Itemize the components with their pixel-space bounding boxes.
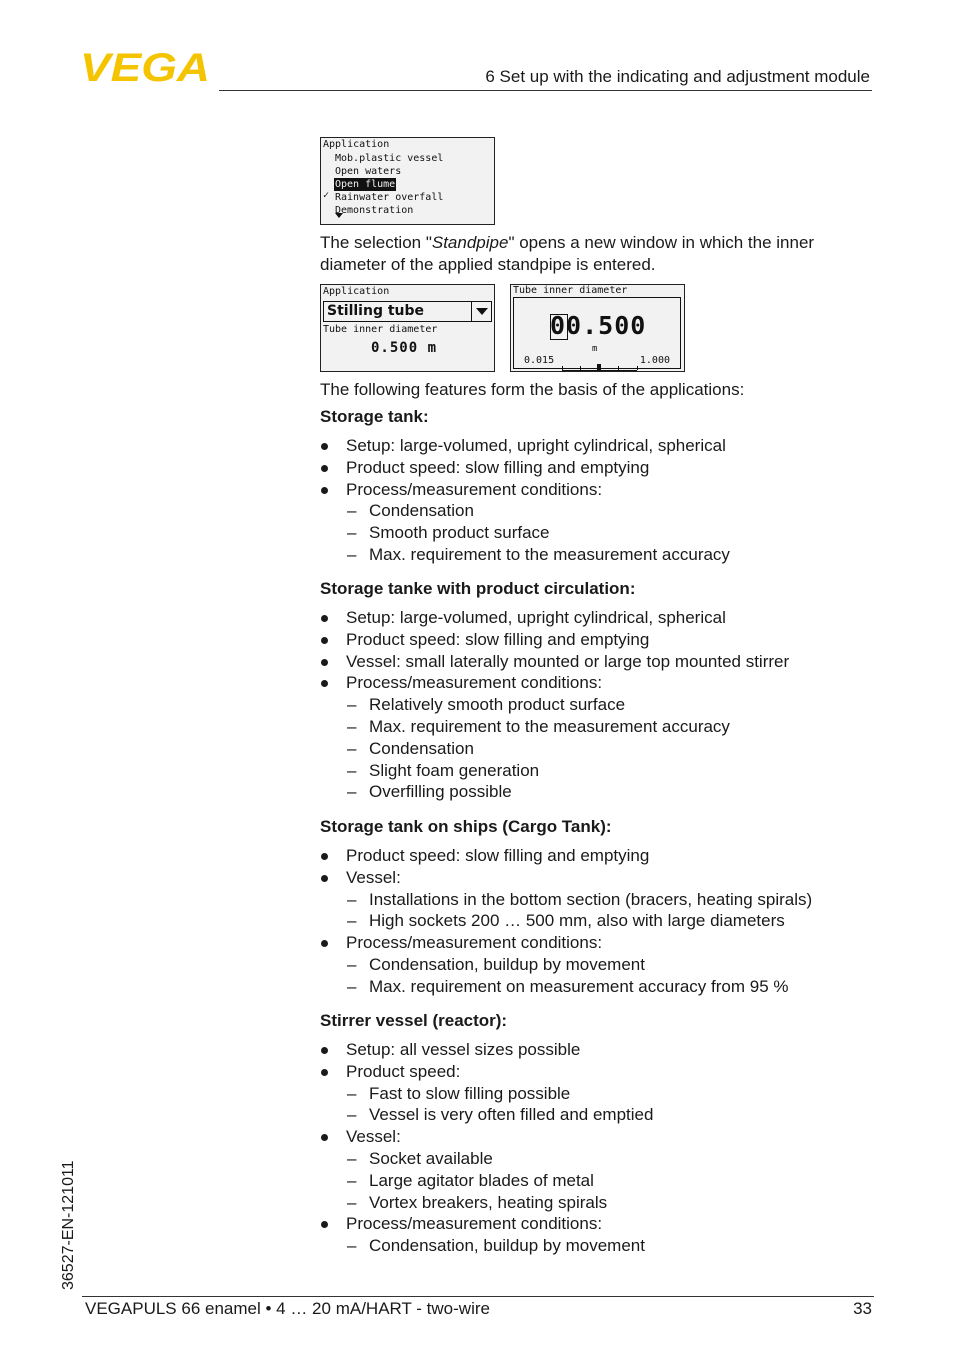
list-item[interactable]: Rainwater overfall	[335, 192, 444, 203]
scale-tick	[637, 366, 638, 370]
list-item: Product speed: slow filling and emptying	[320, 629, 789, 651]
application-list	[334, 152, 444, 217]
footer-divider	[82, 1296, 874, 1297]
sub-list-item: – Condensation, buildup by movement	[320, 1235, 653, 1257]
document-code: 36527-EN-121011	[60, 1160, 77, 1290]
heading-ships: Storage tank on ships (Cargo Tank):	[320, 817, 612, 836]
svg-text:VEGA: VEGA	[80, 50, 210, 84]
list-item: Setup: all vessel sizes possible	[320, 1039, 653, 1061]
scroll-down-icon[interactable]	[335, 213, 343, 218]
screen-title: Tube inner diameter	[513, 285, 628, 296]
sub-list-item: – Condensation	[320, 738, 789, 760]
chapter-title: 6 Set up with the indicating and adjustment module	[485, 67, 870, 86]
sub-list-item: – Relatively smooth product surface	[320, 694, 789, 716]
heading-storage-tank: Storage tank:	[320, 407, 429, 426]
list-item: Setup: large-volumed, upright cylindrical, spherical	[320, 435, 730, 457]
list-item: Setup: large-volumed, upright cylindrical, spherical	[320, 607, 789, 629]
unit-label: m	[592, 344, 598, 354]
range-max: 1.000	[639, 355, 670, 366]
list-storage-tank	[320, 435, 730, 566]
list-item-selected[interactable]: Open flume	[335, 179, 396, 190]
scale-tick	[580, 366, 581, 370]
sub-list-item: – Max. requirement to the measurement accuracy	[320, 716, 789, 738]
editor-frame	[513, 297, 681, 369]
range-min: 0.015	[524, 355, 555, 366]
sub-list-item: – Overfilling possible	[320, 781, 789, 803]
list-item: Product speed:	[320, 1061, 653, 1083]
sub-list-item: – Condensation	[320, 500, 730, 522]
list-item: Vessel: small laterally mounted or large top mounted stirrer	[320, 651, 789, 673]
range-scale	[562, 370, 637, 371]
screen-title: Application	[323, 139, 390, 150]
list-item: Product speed: slow filling and emptying	[320, 845, 812, 867]
sub-list-item: – Installations in the bottom section (bracers, heating spirals)	[320, 889, 812, 911]
field-value: 0.500 m	[371, 340, 438, 356]
sub-list-item: – Slight foam generation	[320, 760, 789, 782]
scale-tick	[618, 366, 619, 370]
page-number: 33	[853, 1299, 872, 1318]
select-value: Stilling tube	[327, 303, 425, 319]
display-tube-diameter-editor	[510, 284, 685, 372]
display-application-stilling-tube	[320, 284, 495, 372]
sub-list-item: – Vortex breakers, heating spirals	[320, 1192, 653, 1214]
list-stirrer	[320, 1039, 653, 1257]
scale-tick	[562, 366, 563, 370]
scale-indicator	[597, 364, 601, 370]
sub-list-item: – Large agitator blades of metal	[320, 1170, 653, 1192]
sub-list-item: – Vessel is very often filled and emptied	[320, 1104, 653, 1126]
list-item: Process/measurement conditions:	[320, 479, 730, 501]
list-item[interactable]: Mob.plastic vessel	[335, 153, 444, 164]
list-item: Process/measurement conditions:	[320, 1213, 653, 1235]
list-item: Vessel:	[320, 867, 812, 889]
sub-list-item: – Fast to slow filling possible	[320, 1083, 653, 1105]
checkmark-icon: ✓	[323, 190, 330, 201]
screen-title: Application	[323, 286, 390, 297]
heading-circulation: Storage tanke with product circulation:	[320, 579, 636, 598]
sub-list-item: – Max. requirement on measurement accuracy from 95 %	[320, 976, 812, 998]
features-intro: The following features form the basis of the applications:	[320, 380, 745, 399]
sub-list-item: – Max. requirement to the measurement accuracy	[320, 544, 730, 566]
list-item[interactable]: Demonstration	[335, 205, 414, 216]
sub-list-item: – Smooth product surface	[320, 522, 730, 544]
field-label: Tube inner diameter	[323, 324, 438, 335]
list-item[interactable]: Open waters	[335, 166, 402, 177]
list-item: Product speed: slow filling and emptying	[320, 457, 730, 479]
sub-list-item: – Condensation, buildup by movement	[320, 954, 812, 976]
list-circulation	[320, 607, 789, 803]
sub-list-item: – High sockets 200 … 500 mm, also with large diameters	[320, 910, 812, 932]
edit-cursor	[550, 314, 568, 340]
chevron-down-icon	[476, 308, 488, 315]
application-select[interactable]	[323, 301, 492, 322]
sub-list-item: – Socket available	[320, 1148, 653, 1170]
list-ships	[320, 845, 812, 998]
intro-paragraph: The selection "Standpipe" opens a new window in which the inner diameter of the applied standpipe is entered.	[320, 233, 815, 274]
heading-stirrer: Stirrer vessel (reactor):	[320, 1011, 508, 1030]
vega-logo	[80, 50, 212, 84]
diameter-value-input[interactable]: 00.500	[550, 311, 647, 340]
display-application-list	[320, 137, 495, 225]
select-button[interactable]	[471, 302, 491, 321]
footer-product: VEGAPULS 66 enamel • 4 … 20 mA/HART - two-wire	[85, 1299, 490, 1318]
list-item: Process/measurement conditions:	[320, 672, 789, 694]
list-item: Vessel:	[320, 1126, 653, 1148]
header-divider	[219, 90, 872, 91]
list-item: Process/measurement conditions:	[320, 932, 812, 954]
